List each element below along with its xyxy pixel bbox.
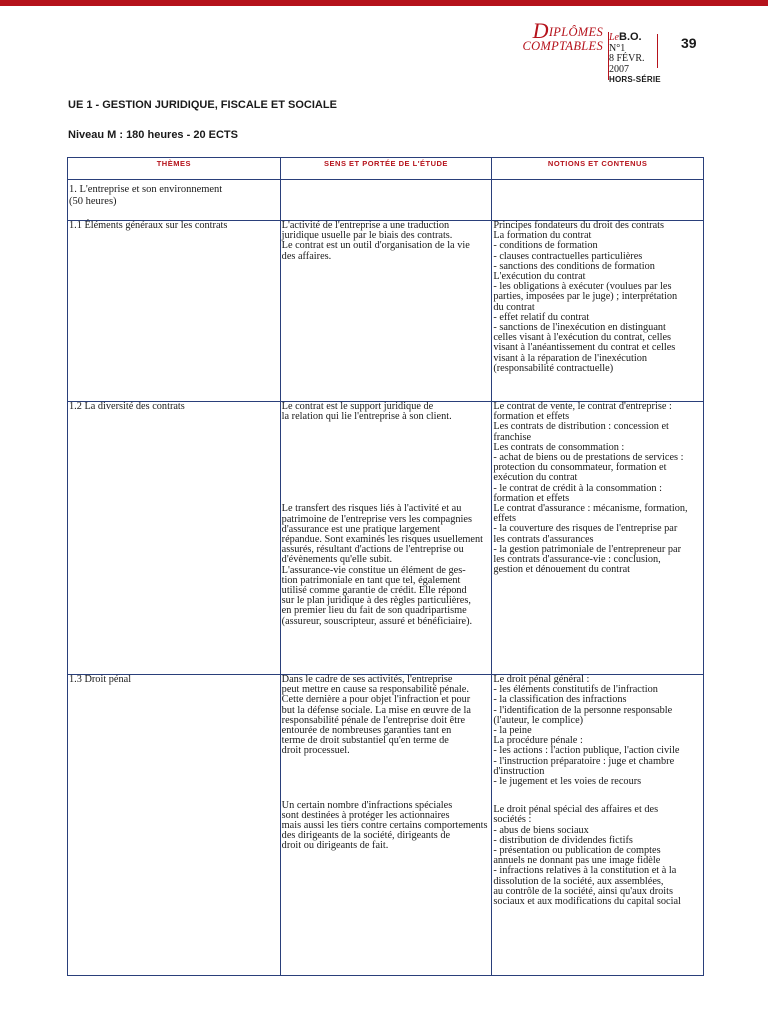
notions-paragraph: Le droit pénal spécial des affaires et des sociétés : - abus de biens sociaux - distribution de dividendes fictifs - présentation ou publication de comptes annuels ne donnant pas une image fidèle - infractions relatives à la constitution et à la dissolution de la société, aux assemblées, au contrôle de la société, ainsi qu'aux droits sociaux et aux modifications du capital social <box>493 804 681 908</box>
ue-title: UE 1 - GESTION JURIDIQUE, FISCALE ET SOCIALE <box>68 99 337 111</box>
bulletin-info <box>609 32 661 86</box>
table-row <box>68 675 704 976</box>
spacer <box>282 757 491 801</box>
page-number-divider <box>657 34 658 68</box>
theme-cell: 1.2 La diversité des contrats <box>68 402 281 675</box>
bo-date: 8 FÉVR. <box>609 53 645 64</box>
bo-edition: HORS-SÉRIE <box>609 75 661 84</box>
top-accent-bar <box>0 0 768 6</box>
header-sens: SENS ET PORTÉE DE L'ÉTUDE <box>280 158 492 180</box>
header-themes: THÈMES <box>68 158 281 180</box>
table-row <box>68 221 704 402</box>
sens-paragraph: Le contrat est le support juridique de la relation qui lie l'entreprise à son client. <box>281 401 452 423</box>
theme-cell: 1.1 Éléments généraux sur les contrats <box>68 221 281 402</box>
publication-title <box>522 18 603 53</box>
bo-year: 2007 <box>609 63 629 75</box>
sens-cell <box>280 675 492 976</box>
title-line-1: IPLÔMES <box>548 25 603 39</box>
notions-paragraph: Le droit pénal général : - les éléments constitutifs de l'infraction - la classification des infractions - l'identification de la personne responsable (l'auteur, le complice) - la peine La procédure pénale : - les actions : l'action publique, l'action civile - l'instruction préparatoire : juge et chambre d'instruction - le jugement et les voies de recours <box>493 674 680 788</box>
title-line-2: COMPTABLES <box>522 39 603 53</box>
theme-cell: 1.3 Droit pénal <box>68 675 281 976</box>
table-header-row <box>68 158 704 180</box>
table-row <box>68 402 704 675</box>
spacer <box>493 787 702 805</box>
curriculum-table <box>67 157 704 976</box>
bo-name: B.O. <box>619 31 642 43</box>
bo-prefix: Le <box>609 32 619 43</box>
notions-cell: Le contrat de vente, le contrat d'entreprise : formation et effets Les contrats de distribution : concession et franchise Les contrats de consommation : - achat de biens ou de prestations de services : protection du consommateur, formation et exécution du contrat - le contrat de crédit à la consommation : formation et effets Le contrat d'assurance : mécanisme, formation, effets - la couverture des risques de l'entreprise par les contrats d'assurances - la gestion patrimoniale de l'entrepreneur par les contrats d'assurance-vie : conclusion, gestion et dénouement du contrat <box>492 402 704 675</box>
spacer <box>282 422 491 504</box>
sens-paragraph: Le transfert des risques liés à l'activité et au patrimoine de l'entreprise vers les compagnies d'assurance est une pratique largement répandue. Sont examinés les risques usuellement assurés, résultant d'actions de l'entreprise ou d'évènements qu'elle subit. L'assurance-vie constitue un élément de ges- tion patrimoniale en tant que tel, également utilisé comme garantie de crédit. Elle répond sur le plan juridique à des règles particulières, en premier lieu du fait de son quadripartisme (assureur, souscripteur, assuré et bénéficiaire). <box>281 503 483 627</box>
notions-cell <box>492 675 704 976</box>
page-number: 39 <box>681 35 697 51</box>
sens-cell <box>280 402 492 675</box>
section-title: 1. L'entreprise et son environnement (50 heures) <box>68 180 281 221</box>
sens-paragraph: Un certain nombre d'infractions spéciales sont destinées à protéger les actionnaires mais aussi les tiers contre certains comportements des dirigeants de la société, dirigeants de droit ou dirigeants de fait. <box>281 799 488 852</box>
niveau-line: Niveau M : 180 heures - 20 ECTS <box>68 129 238 141</box>
notions-cell: Principes fondateurs du droit des contrats La formation du contrat - conditions de formation - clauses contractuelles particulières - sanctions des conditions de formation L'exécution du contrat - les obligations à exécuter (voulues par les parties, imposées par le juge) ; interprétation du contrat - effet relatif du contrat - sanctions de l'inexécution en distinguant celles visant à l'exécution du contrat, celles visant à l'anéantissement du contrat et celles visant à la réparation de l'inexécution (responsabilité contractuelle) <box>492 221 704 402</box>
empty-cell <box>492 180 704 221</box>
title-initial: D <box>532 18 549 43</box>
publication-header <box>515 18 665 84</box>
table-row <box>68 180 704 221</box>
header-notions: NOTIONS ET CONTENUS <box>492 158 704 180</box>
bo-number: N°1 <box>609 42 626 54</box>
empty-cell <box>280 180 492 221</box>
sens-cell: L'activité de l'entreprise a une traduction juridique usuelle par le biais des contrats. Le contrat est un outil d'organisation de la vie des affaires. <box>280 221 492 402</box>
sens-paragraph: Dans le cadre de ses activités, l'entreprise peut mettre en cause sa responsabilité pénale. Cette dernière a pour objet l'infraction et pour but la défense sociale. La mise en œuvre de la responsabilité pénale de l'entreprise doit être entourée de nombreuses garanties tant en terme de droit substantiel qu'en terme de droit processuel. <box>281 674 471 757</box>
